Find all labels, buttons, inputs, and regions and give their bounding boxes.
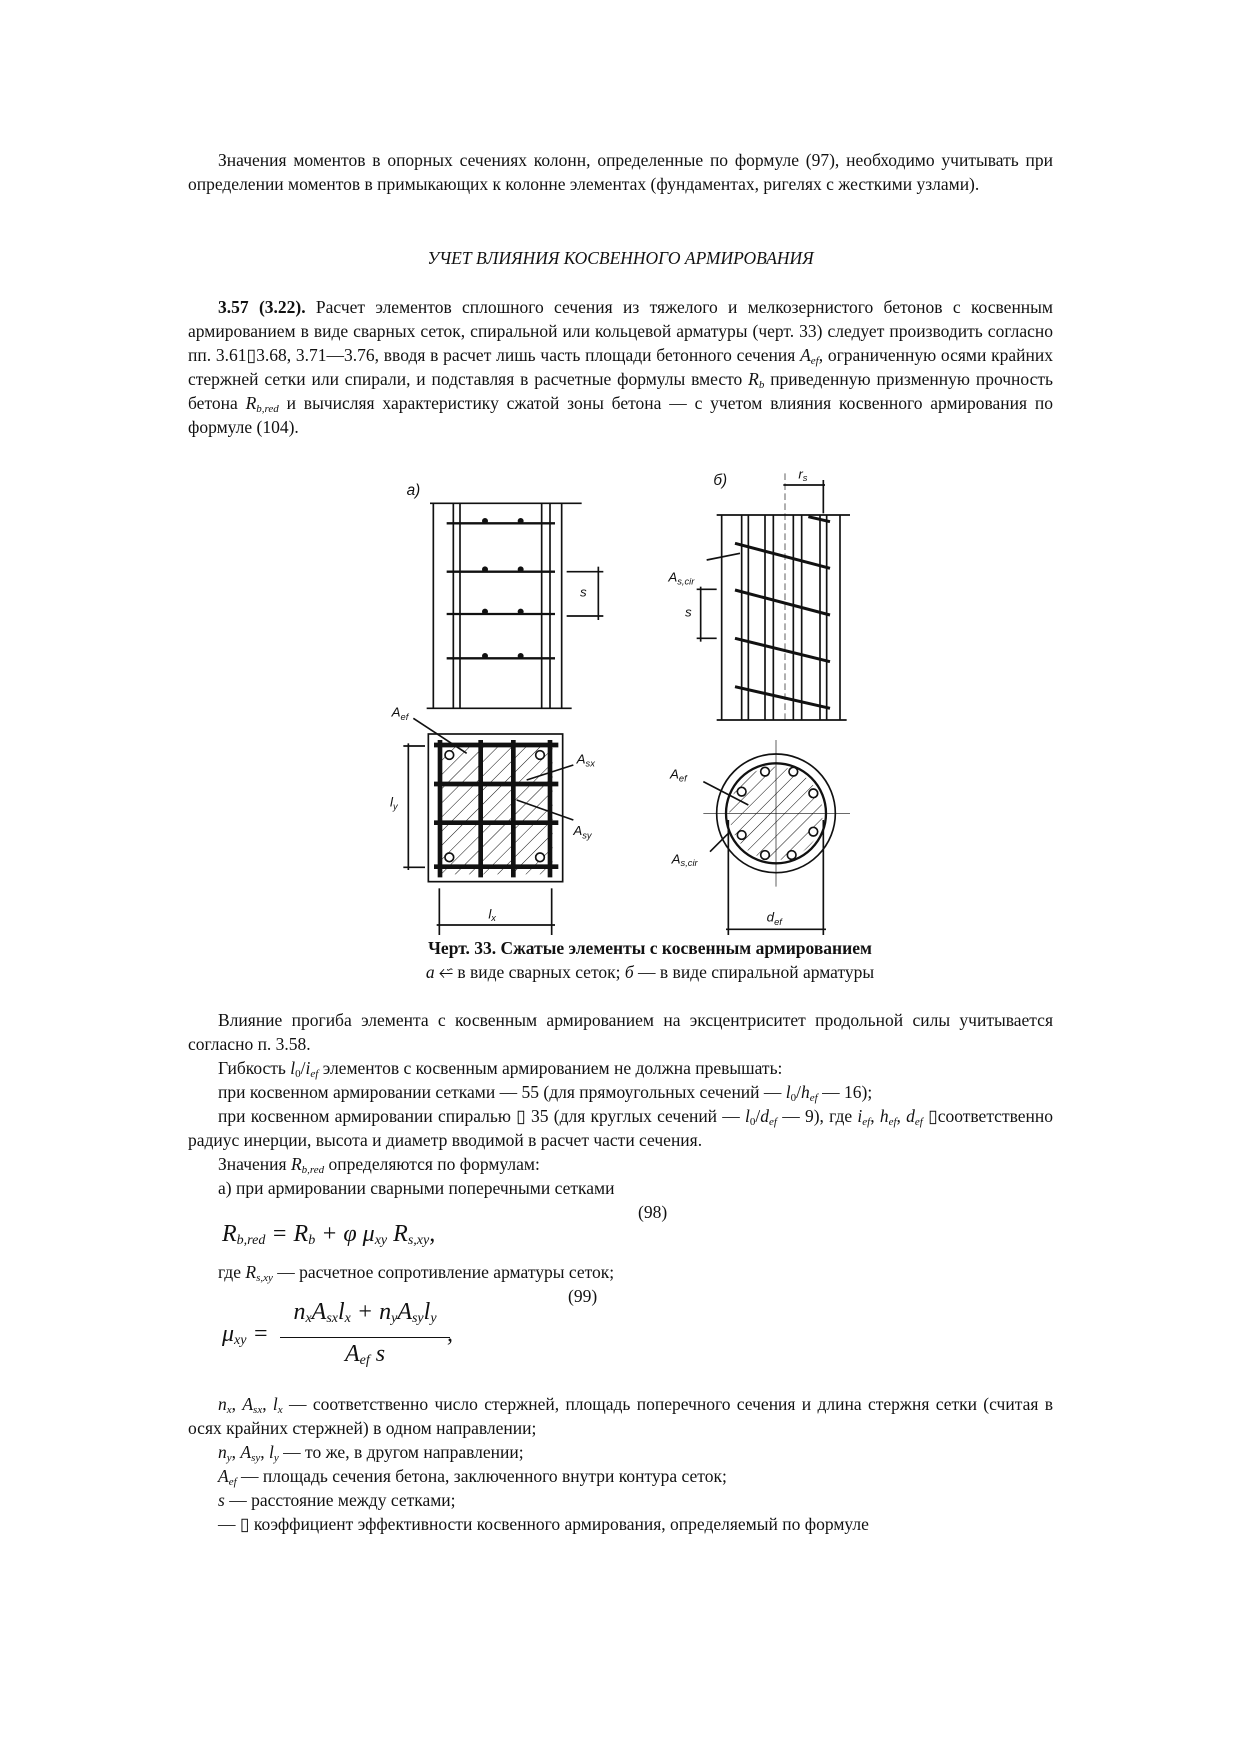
figure-a-section: [390, 705, 595, 935]
svg-text:s: s: [685, 604, 692, 620]
svg-text:Asy: $A_{sy}$: [573, 823, 592, 841]
figure-caption-title: Черт. 33. Сжатые элементы с косвенным армированием: [428, 938, 872, 958]
svg-text:lx: $l_x$: [488, 906, 496, 923]
figure-b-elevation: [667, 466, 850, 723]
svg-text:Aef: $A_{ef}$: [670, 766, 687, 784]
equation-98: $R_{b,red} = R_b + \varphi$ $\mu_{xy}$ $R_{s,xy}$,: [222, 1221, 436, 1248]
figure-33-drawing: [360, 460, 920, 940]
svg-text:Aef: $A_{ef}$: [391, 704, 409, 722]
svg-text:ly: $l_y$: [390, 794, 398, 812]
svg-text:б): б): [713, 472, 728, 489]
clause-3-57: 3.57 (3.22). Расчет элементов сплошного сечения из тяжелого и мелкозернистого бетонов с косвенным армированием в виде сварных сеток, спиральной или кольцевой арматуры (черт. 33) следует производить согласно пп. 3.61▯3.68, 3.71—3.76, вводя в расчет лишь часть площади бетонного сечения $A_{ef}$, ограниченную осями крайних стержней сетки или спирали, и подставляя в расчетные формулы вместо $R_b$ приведенную призменную прочность бетона $R_{b,red}$ и вычисляя характеристику сжатой зоны бетона — с учетом влияния косвенного армирования по формуле (104).: [188, 297, 1054, 437]
equation-98-number: (98): [638, 1202, 668, 1222]
equation-99-number: (99): [568, 1286, 598, 1306]
fraction-bar: [280, 1337, 450, 1338]
equation-99-numerator: $n_xA_{sx}l_x + n_yA_{sy}l_y$: [293, 1299, 437, 1326]
equation-99-denominator: $A_{ef}$ s: [344, 1341, 386, 1368]
figure-a-elevation: [407, 482, 604, 708]
svg-text:As,cir: $A_{s,cir}$: [671, 851, 698, 868]
equation-99-lhs: $\mu_{xy}$ =: [222, 1321, 269, 1348]
figure-caption-legend: а ⭁ в виде сварных сеток; б — в виде спиральной арматуры: [425, 962, 875, 982]
section-heading: УЧЕТ ВЛИЯНИЯ КОСВЕННОГО АРМИРОВАНИЯ: [427, 248, 814, 268]
equation-99-comma: ,: [447, 1321, 453, 1347]
svg-text:s: s: [580, 584, 587, 600]
figure-b-section: [669, 740, 850, 935]
svg-text:As,cir: $A_{s,cir}$: [668, 569, 695, 587]
where-line: где $R_{s,xy}$ — расчетное сопротивление арматуры сеток;: [218, 1262, 615, 1284]
definitions: $n_x$, $A_{sx}$, $l_x$ — соответственно число стержней, площадь поперечного сечения и длина стержня сетки (считая в осях крайних стержней) в одном направлении; $n_y$, $A_{sy}$, $l_y$ — то же, в другом направлении; $A_{ef}$ — площадь сечения бетона, заключенного внутри контура сеток; s — расстояние между сетками; — ▯ коэффициент эффективности косвенного армирования, определяемый по формуле: [188, 1394, 1053, 1534]
svg-text:а): а): [406, 482, 421, 499]
svg-text:def: $d_{ef}$: [766, 909, 782, 927]
svg-text:Asx: $A_{sx}$: [576, 751, 595, 769]
body-text: Влияние прогиба элемента с косвенным армированием на эксцентриситет продольной силы учитывается согласно п. 3.58. Гибкость $l_0/i_{ef}$ элементов с косвенным армированием не должна превышать: при косвенном армировании сетками — 55 (для прямоугольных сечений — $l_0/h_{ef}$ — 16); при косвенном армировании спиралью ▯ 35 (для круглых сечений — $l_0/d_{ef}$ — 9), где $i_{ef}$, $h_{ef}$, $d_{ef}$ ▯соответственно радиус инерции, высота и диаметр вводимой в расчет части сечения. Значения $R_{b,red}$ определяются по формулам: а) при армировании сварными поперечными сетками: [188, 1010, 1054, 1198]
intro-paragraph: Значения моментов в опорных сечениях колонн, определенные по формуле (97), необходимо учитывать при определении моментов в примыкающих к колонне элементах (фундаментах, ригелях с жесткими узлами).: [188, 150, 1053, 194]
svg-text:rs: $r_s$: [798, 466, 808, 483]
